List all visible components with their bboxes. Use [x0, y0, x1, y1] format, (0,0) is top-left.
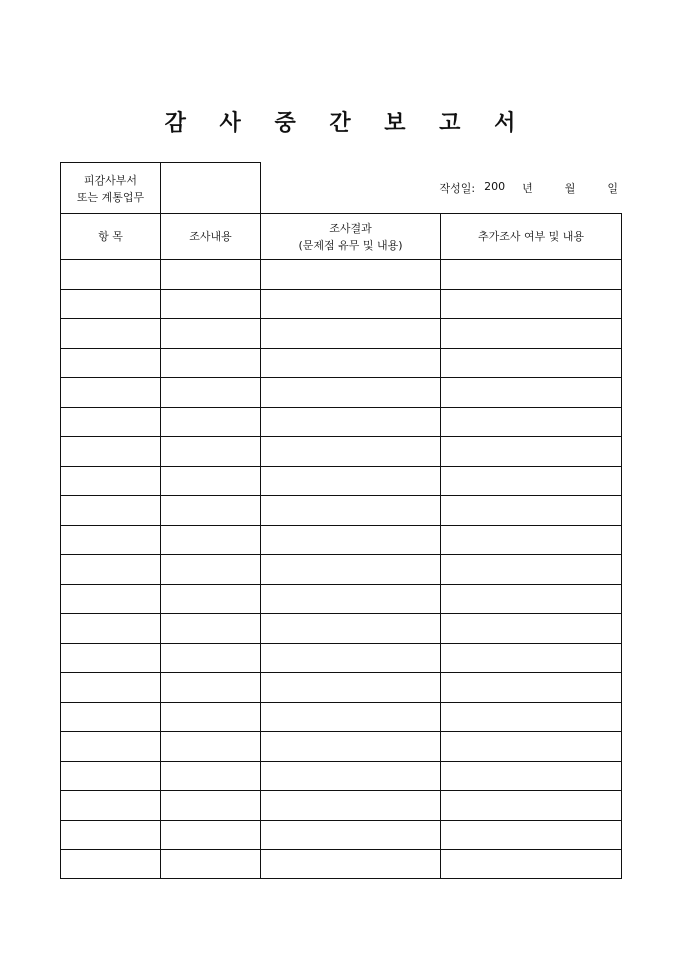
department-header-box [60, 162, 261, 215]
table-row [61, 761, 622, 791]
table-row [61, 732, 622, 762]
table-row [61, 614, 622, 644]
result-cell[interactable] [261, 732, 441, 762]
additional-cell[interactable] [441, 437, 622, 467]
date-label: 작성일: [439, 182, 476, 195]
date-day-unit: 일 [607, 182, 618, 195]
result-cell[interactable] [261, 761, 441, 791]
table-row [61, 319, 622, 349]
investigation-cell[interactable] [161, 702, 261, 732]
result-cell[interactable] [261, 319, 441, 349]
result-cell[interactable] [261, 643, 441, 673]
additional-cell[interactable] [441, 466, 622, 496]
result-cell[interactable] [261, 584, 441, 614]
investigation-cell[interactable] [161, 850, 261, 879]
additional-cell[interactable] [441, 673, 622, 703]
result-cell[interactable] [261, 614, 441, 644]
table-row [61, 260, 622, 290]
table-row [61, 378, 622, 408]
item-cell[interactable] [61, 732, 161, 762]
item-cell[interactable] [61, 407, 161, 437]
additional-cell[interactable] [441, 850, 622, 879]
item-cell[interactable] [61, 643, 161, 673]
report-table [60, 213, 622, 879]
table-row [61, 466, 622, 496]
additional-cell[interactable] [441, 820, 622, 850]
table-row [61, 496, 622, 526]
additional-cell[interactable] [441, 643, 622, 673]
department-label-line2: 또는 계통업무 [76, 190, 145, 204]
item-cell[interactable] [61, 289, 161, 319]
column-header-item-label: 항 목 [98, 230, 123, 243]
result-cell[interactable] [261, 791, 441, 821]
additional-cell[interactable] [441, 289, 622, 319]
investigation-cell[interactable] [161, 437, 261, 467]
item-cell[interactable] [61, 761, 161, 791]
column-header-additional-label: 추가조사 여부 및 내용 [477, 230, 585, 243]
item-cell[interactable] [61, 673, 161, 703]
additional-cell[interactable] [441, 791, 622, 821]
date-line [439, 180, 618, 196]
investigation-cell[interactable] [161, 761, 261, 791]
additional-cell[interactable] [441, 378, 622, 408]
investigation-cell[interactable] [161, 319, 261, 349]
item-cell[interactable] [61, 820, 161, 850]
additional-cell[interactable] [441, 525, 622, 555]
item-cell[interactable] [61, 555, 161, 585]
table-header-row [61, 214, 622, 260]
additional-cell[interactable] [441, 732, 622, 762]
table-row [61, 820, 622, 850]
investigation-cell[interactable] [161, 732, 261, 762]
investigation-cell[interactable] [161, 791, 261, 821]
result-cell[interactable] [261, 260, 441, 290]
date-year-unit: 년 [522, 182, 533, 195]
item-cell[interactable] [61, 791, 161, 821]
table-row [61, 643, 622, 673]
department-label-line1: 피감사부서 [83, 173, 138, 187]
date-month-unit: 월 [564, 182, 576, 195]
item-cell[interactable] [61, 260, 161, 290]
result-cell[interactable] [261, 496, 441, 526]
item-cell[interactable] [61, 319, 161, 349]
item-cell[interactable] [61, 378, 161, 408]
result-cell[interactable] [261, 525, 441, 555]
table-row [61, 702, 622, 732]
table-row [61, 525, 622, 555]
investigation-cell[interactable] [161, 673, 261, 703]
result-cell[interactable] [261, 378, 441, 408]
table-row [61, 584, 622, 614]
additional-cell[interactable] [441, 702, 622, 732]
additional-cell[interactable] [441, 319, 622, 349]
result-cell[interactable] [261, 437, 441, 467]
date-year-prefix[interactable]: 200 [484, 180, 506, 193]
result-cell[interactable] [261, 407, 441, 437]
additional-cell[interactable] [441, 761, 622, 791]
investigation-cell[interactable] [161, 348, 261, 378]
result-cell[interactable] [261, 289, 441, 319]
item-cell[interactable] [61, 584, 161, 614]
investigation-cell[interactable] [161, 525, 261, 555]
result-cell[interactable] [261, 702, 441, 732]
investigation-cell[interactable] [161, 614, 261, 644]
investigation-cell[interactable] [161, 378, 261, 408]
investigation-cell[interactable] [161, 260, 261, 290]
column-header-result-sublabel: (문제점 유무 및 내용) [298, 238, 403, 252]
item-cell[interactable] [61, 525, 161, 555]
item-cell[interactable] [61, 496, 161, 526]
investigation-cell[interactable] [161, 555, 261, 585]
result-cell[interactable] [261, 466, 441, 496]
document-title: 감 사 중 간 보 고 서 [164, 110, 529, 136]
item-cell[interactable] [61, 850, 161, 879]
additional-cell[interactable] [441, 496, 622, 526]
result-cell[interactable] [261, 673, 441, 703]
result-cell[interactable] [261, 820, 441, 850]
table-row [61, 407, 622, 437]
additional-cell[interactable] [441, 614, 622, 644]
additional-cell[interactable] [441, 407, 622, 437]
department-value-cell[interactable] [161, 163, 261, 214]
additional-cell[interactable] [441, 584, 622, 614]
department-label-cell [61, 163, 161, 214]
investigation-cell[interactable] [161, 289, 261, 319]
table-row [61, 437, 622, 467]
investigation-cell[interactable] [161, 466, 261, 496]
item-cell[interactable] [61, 614, 161, 644]
item-cell[interactable] [61, 702, 161, 732]
table-row [61, 850, 622, 879]
investigation-cell[interactable] [161, 820, 261, 850]
additional-cell[interactable] [441, 555, 622, 585]
column-header-result [261, 214, 441, 260]
table-row [61, 791, 622, 821]
column-header-result-label: 조사결과 [329, 221, 372, 235]
item-cell[interactable] [61, 348, 161, 378]
column-header-investigation-label: 조사내용 [189, 230, 232, 243]
column-header-item [61, 214, 161, 260]
investigation-cell[interactable] [161, 407, 261, 437]
result-cell[interactable] [261, 555, 441, 585]
table-row [61, 289, 622, 319]
column-header-investigation [161, 214, 261, 260]
item-cell[interactable] [61, 466, 161, 496]
result-cell[interactable] [261, 850, 441, 879]
table-row [61, 673, 622, 703]
result-cell[interactable] [261, 348, 441, 378]
table-row [61, 555, 622, 585]
investigation-cell[interactable] [161, 643, 261, 673]
column-header-additional [441, 214, 622, 260]
investigation-cell[interactable] [161, 584, 261, 614]
item-cell[interactable] [61, 437, 161, 467]
additional-cell[interactable] [441, 260, 622, 290]
additional-cell[interactable] [441, 348, 622, 378]
investigation-cell[interactable] [161, 496, 261, 526]
table-row [61, 348, 622, 378]
